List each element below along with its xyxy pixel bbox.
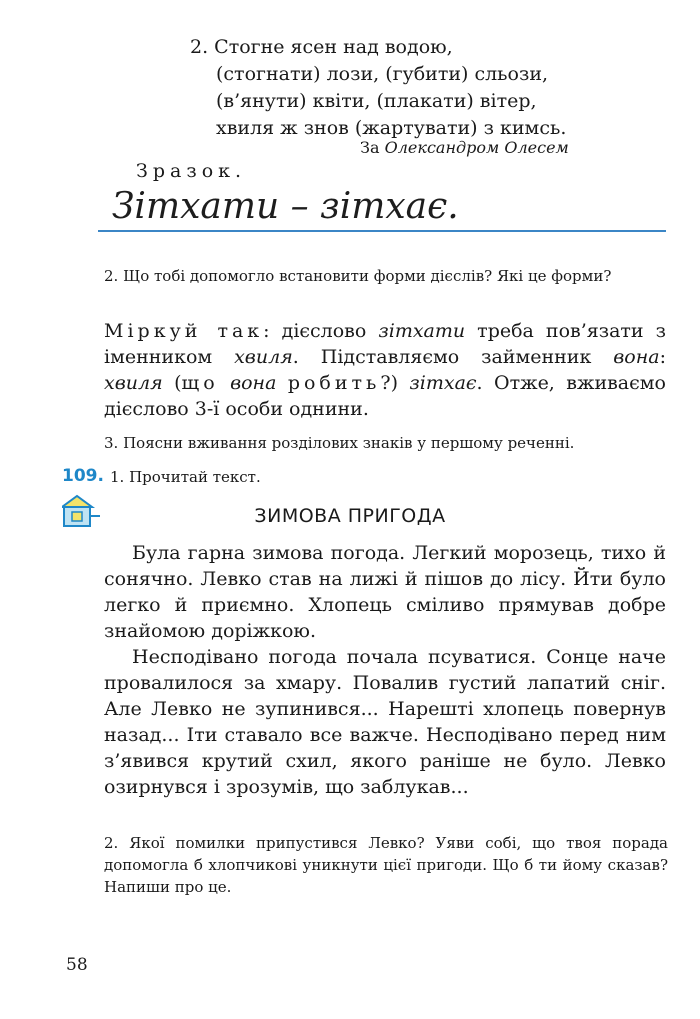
story-title: ЗИМОВА ПРИГОДА xyxy=(254,505,446,527)
reasoning-text: . Отже, вживаємо дієслово 3-ї особи однини. xyxy=(104,372,666,420)
reasoning-text xyxy=(276,372,287,394)
handwritten-sample: Зітхати – зітхає. xyxy=(112,186,459,227)
poem-line-3: (в’янути) квіти, (плакати) вітер, xyxy=(216,90,537,112)
reasoning-text: треба пов’язати з іменником xyxy=(104,320,667,368)
reasoning-paragraph xyxy=(104,318,666,422)
task-3-question: 3. Поясни вживання розділових знаків у першому реченні. xyxy=(104,434,575,452)
writing-line xyxy=(98,230,666,232)
exercise-instruction: 1. Прочитай текст. xyxy=(110,468,261,486)
poem-attribution xyxy=(360,138,569,157)
reasoning-text xyxy=(219,372,230,394)
reasoning-word: зітхає xyxy=(409,372,477,394)
reasoning-lead: Міркуй так xyxy=(104,320,264,342)
sample-label: Зразок. xyxy=(136,160,247,182)
reasoning-text: ?) xyxy=(380,372,410,394)
story-paragraph-2: Несподівано погода почала псуватися. Сонце наче провалилося за хмару. Повалив густий лапатий сніг. Але Левко не зупинився... Нарешті хлопець повернув назад... Іти ставало все важче. Несподівано перед ним з’явився крутий схил, якого раніше не було. Левко озирнувся і зрозумів, що заблукав... xyxy=(104,646,666,798)
attribution-author: Олександром Олесем xyxy=(384,138,569,157)
poem-block xyxy=(190,34,566,142)
poem-line-2: (стогнати) лози, (губити) сльози, xyxy=(216,63,549,85)
poem-line-1: 2. Стогне ясен над водою, xyxy=(190,36,453,58)
reasoning-text: : xyxy=(659,346,666,368)
reasoning-word: хвиля xyxy=(104,372,163,394)
reasoning-word: хвиля xyxy=(234,346,293,368)
exercise-number: 109. xyxy=(62,466,104,486)
poem-line-4: хвиля ж знов (жартувати) з кимсь. xyxy=(216,117,567,139)
reasoning-text: . Підставляємо займенник xyxy=(292,346,614,368)
reasoning-word: що xyxy=(181,372,219,394)
reasoning-text: : дієслово xyxy=(263,320,379,342)
task-2-question: 2. Що тобі допомогло встановити форми дієслів? Які це форми? xyxy=(104,267,612,285)
page-number: 58 xyxy=(66,955,88,975)
story-paragraph-1: Була гарна зимова погода. Легкий морозець, тихо й сонячно. Левко став на лижі й пішов до лісу. Йти було легко й приємно. Хлопець сміливо прямував добре знайомою доріжкою. xyxy=(104,542,666,642)
reasoning-word: робить xyxy=(287,372,381,394)
reasoning-word: зітхати xyxy=(378,320,466,342)
reasoning-text: ( xyxy=(162,372,182,394)
reasoning-word: вона xyxy=(230,372,277,394)
story-text xyxy=(104,540,666,800)
reasoning-word: вона xyxy=(613,346,660,368)
task-4-question: 2. Якої помилки припустився Левко? Уяви собі, що твоя порада допомогла б хлопчикові уникнути цієї пригоди. Що б ти йому сказав? Напиши про це. xyxy=(104,834,668,896)
attribution-prefix: За xyxy=(360,138,380,157)
